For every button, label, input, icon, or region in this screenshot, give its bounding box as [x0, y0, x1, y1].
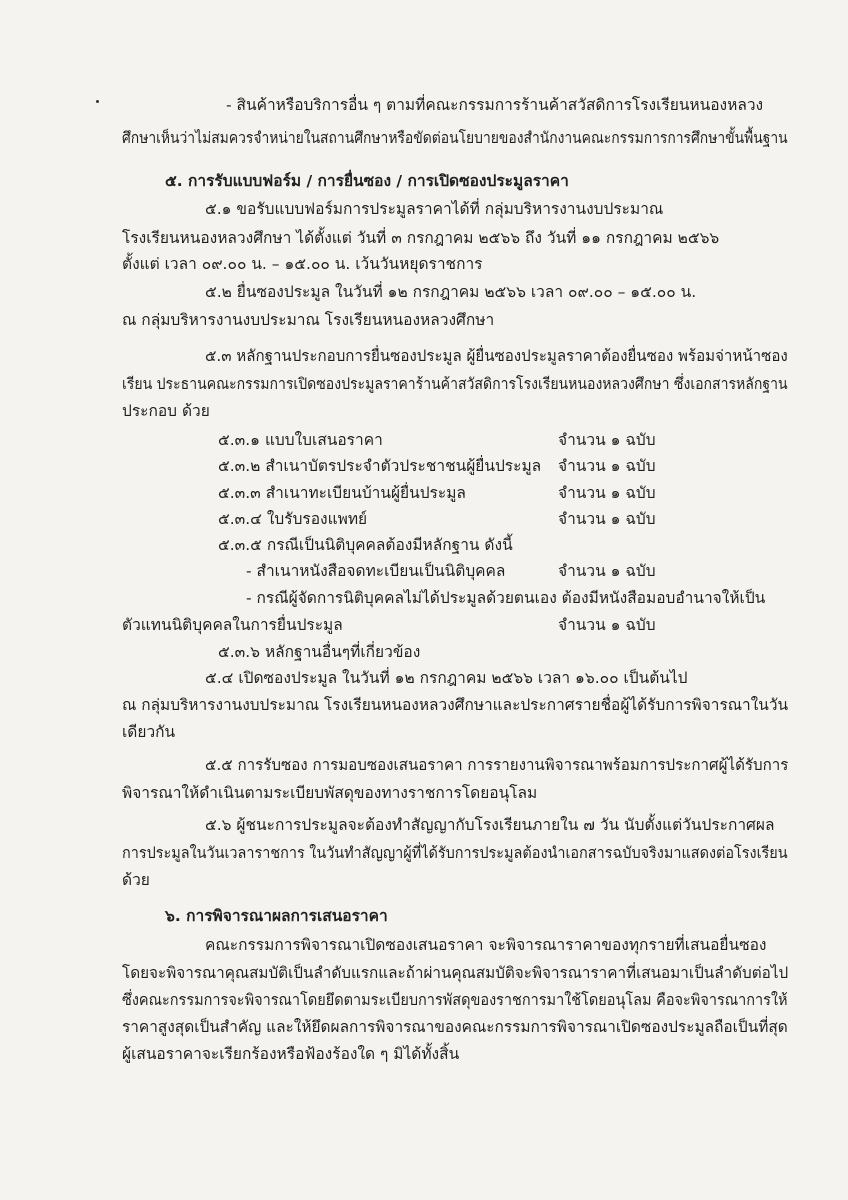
s6-line-4: ราคาสูงสุดเป็นสำคัญ และให้ยึดผลการพิจารณาของคณะกรรมการพิจารณาเปิดซองประมูลถือเป็นที่สุด [122, 1018, 788, 1036]
section-6-heading: ๖. การพิจารณาผลการเสนอราคา [165, 907, 388, 925]
doc-item-label: ๕.๓.๕ กรณีเป็นนิติบุคคลต้องมีหลักฐาน ดังนี้ [218, 536, 513, 554]
p53-line-1: ๕.๓ หลักฐานประกอบการยื่นซองประมูล ผู้ยื่นซองประมูลราคาต้องยื่นซอง พร้อมจ่าหน้าซอง [205, 347, 788, 365]
p54-line-1: ๕.๔ เปิดซองประมูล ในวันที่ ๑๒ กรกฎาคม ๒๕๖๖ เวลา ๑๖.๐๐ เป็นต้นไป [205, 669, 688, 687]
doc-item-qty: จำนวน ๑ ฉบับ [558, 484, 656, 502]
doc-item-qty: จำนวน ๑ ฉบับ [558, 431, 656, 449]
s6-line-3: ซึ่งคณะกรรมการจะพิจารณาโดยยึดตามระเบียบการพัสดุของราชการมาใช้โดยอนุโลม คือจะพิจารณาการให้ [122, 991, 788, 1009]
p55-line-2: พิจารณาให้ดำเนินตามระเบียบพัสดุของทางราชการโดยอนุโลม [122, 784, 538, 802]
p56-line-1: ๕.๖ ผู้ชนะการประมูลจะต้องทำสัญญากับโรงเรียนภายใน ๗ วัน นับตั้งแต่วันประกาศผล [205, 816, 775, 834]
section-5-heading: ๕. การรับแบบฟอร์ม / การยื่นซอง / การเปิดซองประมูลราคา [165, 172, 569, 190]
bullet-mark [96, 100, 99, 103]
p51-line-1: ๕.๑ ขอรับแบบฟอร์มการประมูลราคาได้ที่ กลุ่มบริหารงานงบประมาณ [205, 200, 664, 218]
doc-item-qty: จำนวน ๑ ฉบับ [558, 510, 656, 528]
p52-line-2: ณ กลุ่มบริหารงานงบประมาณ โรงเรียนหนองหลวงศึกษา [122, 311, 495, 329]
doc-item-label: ตัวแทนนิติบุคคลในการยื่นประมูล [122, 616, 343, 634]
doc-item-label: - สำเนาหนังสือจดทะเบียนเป็นนิติบุคคล [246, 562, 506, 580]
doc-item-label: - กรณีผู้จัดการนิติบุคคลไม่ได้ประมูลด้วยตนเอง ต้องมีหนังสือมอบอำนาจให้เป็น [246, 589, 766, 607]
intro-line-2: ศึกษาเห็นว่าไม่สมควรจำหน่ายในสถานศึกษาหรือขัดต่อนโยบายของสำนักงานคณะกรรมการการศึกษาขั้นพื้นฐาน [122, 129, 788, 147]
s6-line-1: คณะกรรมการพิจารณาเปิดซองเสนอราคา จะพิจารณาราคาของทุกรายที่เสนอยื่นซอง [205, 936, 767, 954]
p54-line-2: ณ กลุ่มบริหารงานงบประมาณ โรงเรียนหนองหลวงศึกษาและประกาศรายชื่อผู้ได้รับการพิจารณาในวัน [122, 696, 789, 714]
doc-item-label: ๕.๓.๖ หลักฐานอื่นๆที่เกี่ยวข้อง [218, 643, 421, 661]
p56-line-3: ด้วย [122, 871, 150, 889]
p53-line-3: ประกอบ ด้วย [122, 402, 210, 420]
p51-line-2: โรงเรียนหนองหลวงศึกษา ได้ตั้งแต่ วันที่ ๓ กรกฎาคม ๒๕๖๖ ถึง วันที่ ๑๑ กรกฎาคม ๒๕๖๖ [122, 229, 720, 247]
doc-item-label: ๕.๓.๓ สำเนาทะเบียนบ้านผู้ยื่นประมูล [218, 484, 466, 502]
intro-line-1: - สินค้าหรือบริการอื่น ๆ ตามที่คณะกรรมการร้านค้าสวัสดิการโรงเรียนหนองหลวง [226, 96, 764, 114]
doc-item-label: ๕.๓.๔ ใบรับรองแพทย์ [218, 510, 368, 528]
p53-line-2: เรียน ประธานคณะกรรมการเปิดซองประมูลราคาร้านค้าสวัสดิการโรงเรียนหนองหลวงศึกษา ซึ่งเอกสารหลักฐาน [122, 375, 788, 393]
p56-line-2: การประมูลในวันเวลาราชการ ในวันทำสัญญาผู้ที่ได้รับการประมูลต้องนำเอกสารฉบับจริงมาแสดงต่อโรงเรียน [122, 844, 788, 862]
p51-line-3: ตั้งแต่ เวลา ๐๙.๐๐ น. – ๑๕.๐๐ น. เว้นวันหยุดราชการ [122, 255, 483, 273]
doc-item-qty: จำนวน ๑ ฉบับ [558, 457, 656, 475]
p54-line-3: เดียวกัน [122, 723, 176, 741]
s6-line-5: ผู้เสนอราคาจะเรียกร้องหรือฟ้องร้องใด ๆ มิได้ทั้งสิ้น [122, 1045, 460, 1063]
doc-item-qty: จำนวน ๑ ฉบับ [558, 562, 656, 580]
s6-line-2: โดยจะพิจารณาคุณสมบัติเป็นลำดับแรกและถ้าผ่านคุณสมบัติจะพิจารณาราคาที่เสนอมาเป็นลำดับต่อไป [122, 964, 789, 982]
doc-item-qty: จำนวน ๑ ฉบับ [558, 616, 656, 634]
p52-line-1: ๕.๒ ยื่นซองประมูล ในวันที่ ๑๒ กรกฎาคม ๒๕๖๖ เวลา ๐๙.๐๐ – ๑๕.๐๐ น. [205, 283, 697, 301]
p55-line-1: ๕.๕ การรับซอง การมอบซองเสนอราคา การรายงานพิจารณาพร้อมการประกาศผู้ได้รับการ [205, 756, 789, 774]
doc-item-label: ๕.๓.๑ แบบใบเสนอราคา [218, 431, 383, 449]
doc-item-label: ๕.๓.๒ สำเนาบัตรประจำตัวประชาชนผู้ยื่นประมูล [218, 457, 542, 475]
